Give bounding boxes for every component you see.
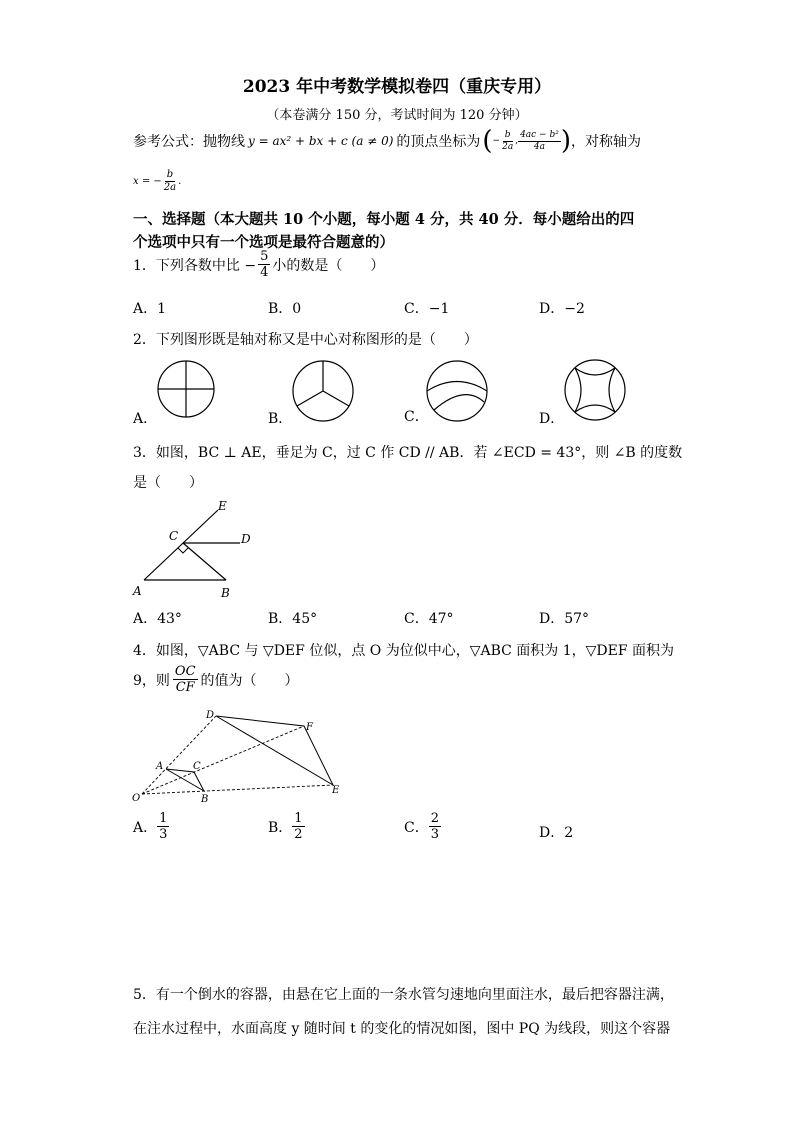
- question-3-line2: 是（ ）: [133, 475, 203, 491]
- q4-option-b[interactable]: B． $\frac{1}{2}$: [268, 811, 303, 842]
- q3-label-b: B: [221, 586, 230, 600]
- question-5-line2: 在注水过程中，水面高度 y 随时间 t 的变化的情况如图，图中 PQ 为线段，则这个容器: [133, 1021, 671, 1037]
- q1-option-c[interactable]: C．−1: [404, 301, 450, 317]
- q4-option-a[interactable]: A． $\frac{1}{3}$: [133, 811, 168, 842]
- formula-suffix: ，对称轴为: [570, 134, 641, 150]
- question-5-line1: 5．有一个倒水的容器，由悬在它上面的一条水管匀速地向里面注水，最后把容器注满，: [133, 987, 674, 1003]
- q3-figure: [130, 496, 270, 600]
- q2-figure-b: [290, 358, 356, 424]
- paren-close: ): [560, 126, 571, 156]
- q3-label-e: E: [218, 499, 227, 513]
- q3-option-a[interactable]: A．43°: [133, 611, 182, 627]
- q4-label-d: D: [206, 710, 215, 721]
- question-2: 2．下列图形既是轴对称又是中心对称图形的是（ ）: [133, 332, 478, 348]
- q4-label-f: F: [306, 722, 313, 733]
- q3-label-d: D: [241, 532, 251, 546]
- q3-option-c[interactable]: C．47°: [404, 611, 454, 627]
- q2-option-a[interactable]: A．: [133, 411, 158, 427]
- q2-option-d[interactable]: D．: [539, 411, 565, 427]
- page-title: 2023 年中考数学模拟卷四（重庆专用）: [242, 77, 552, 97]
- paren-open: (: [482, 126, 493, 156]
- q4-option-c[interactable]: C． $\frac{2}{3}$: [404, 811, 439, 842]
- q4-label-c: C: [193, 761, 201, 772]
- q3-option-d[interactable]: D．57°: [539, 611, 590, 627]
- formula-equation: y = ax² + bx + c (a ≠ 0): [248, 134, 394, 148]
- q4-label-e: E: [332, 785, 340, 796]
- formula-prefix: 参考公式：抛物线: [133, 134, 245, 150]
- axis-formula: x = − $\frac{b}{2a}$ .: [133, 169, 182, 193]
- q3-label-a: A: [133, 584, 142, 598]
- question-3-line1: 3．如图，BC ⊥ AE，垂足为 C，过 C 作 CD // AB．若 ∠ECD = 43°，则 ∠B 的度数: [133, 445, 683, 461]
- formula-mid: 的顶点坐标为: [396, 134, 481, 150]
- vertex-x-frac: $\frac{b}{2a}$: [502, 129, 514, 152]
- vertex-y-frac: $\frac{\text{4ac − b²}}{4a}$: [520, 129, 559, 152]
- q4-label-o: O: [132, 793, 141, 804]
- q3-option-b[interactable]: B．45°: [268, 611, 318, 627]
- q1-option-d[interactable]: D．−2: [539, 301, 585, 317]
- q1-option-a[interactable]: A．1: [133, 301, 167, 317]
- q2-option-c[interactable]: C．: [404, 409, 429, 425]
- q1-fraction: $\frac{5}{4}$: [260, 249, 269, 280]
- question-4-line1: 4．如图，▽ABC 与 ▽DEF 位似，点 O 为位似中心，▽ABC 面积为 1，▽DEF 面积为: [133, 643, 675, 659]
- q4-label-b: B: [201, 794, 209, 805]
- q2-figure-c: [424, 358, 490, 424]
- question-4-line2: 9，则 $\frac{OC}{CF}$ 的值为（ ）: [133, 664, 299, 695]
- q2-figure-d: [561, 356, 629, 424]
- page-subtitle: （本卷满分 150 分，考试时间为 120 分钟）: [266, 108, 528, 123]
- reference-formula: 参考公式：抛物线 y = ax² + bx + c (a ≠ 0) 的顶点坐标为 ( − $\frac{b}{2a}$ , $\frac{\text{4ac − b²}}{4a}$ ) ，对称轴为: [133, 126, 641, 156]
- q4-figure: [128, 706, 348, 806]
- q4-option-d[interactable]: D．2: [539, 825, 574, 841]
- q2-option-b[interactable]: B．: [268, 411, 293, 427]
- q4-label-a: A: [156, 761, 164, 772]
- q1-option-b[interactable]: B．0: [268, 301, 302, 317]
- question-1: 1．下列各数中比 − $\frac{5}{4}$ 小的数是（ ）: [133, 249, 385, 280]
- section-heading-line1: 一、选择题（本大题共 10 个小题，每小题 4 分，共 40 分．每小题给出的四: [133, 211, 635, 228]
- section-heading-line2: 个选项中只有一个选项是最符合题意的）: [133, 234, 394, 251]
- q2-figure-a: [155, 358, 217, 420]
- q4-fraction: $\frac{OC}{CF}$: [174, 664, 196, 695]
- q3-label-c: C: [169, 529, 179, 543]
